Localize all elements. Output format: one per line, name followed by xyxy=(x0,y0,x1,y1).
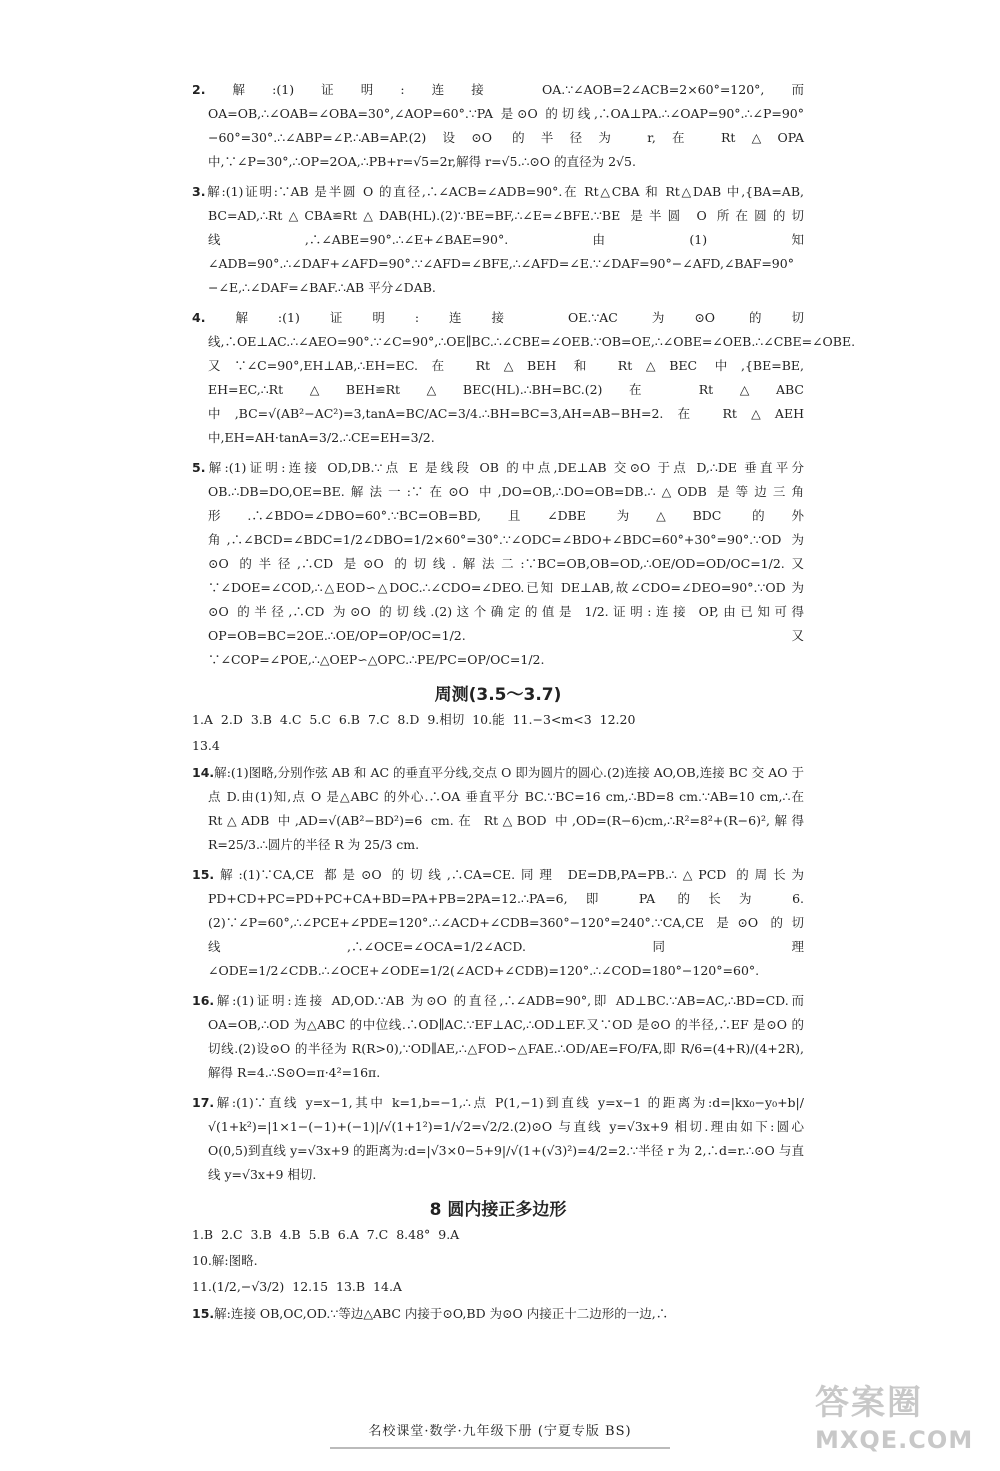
question-number: 5. xyxy=(192,460,206,475)
watermark xyxy=(815,1375,985,1465)
answer-text: 解:(1)∵CA,CE 都是⊙O 的切线,∴CA=CE.同理 DE=DB,PA=PB.∴△PCD 的周长为 PD+CD+PC=PD+PC+CA+BD=PA+PB=2PA=12.∴PA=6,即 PA 的长为 6.(2)∵∠P=60°,∴∠PCE+∠PDE=120°.∴∠ACD+∠CDB=360°−120°=240°.∵CA,CE 是⊙O 的切线,∴∠OCE=∠OCA=1/2∠ACD.同理∠ODE=1/2∠CDB.∴∠OCE+∠ODE=1/2(∠ACD+∠CDB)=120°.∴∠COD=180°−120°=60°. xyxy=(208,867,804,978)
fill-answer: 13.4 xyxy=(192,738,220,753)
answer-2 xyxy=(192,78,804,174)
question-number: 2. xyxy=(192,82,206,97)
question-number: 16. xyxy=(192,993,215,1008)
question-number: 15. xyxy=(192,867,215,882)
answer-4 xyxy=(192,306,856,450)
answer-text: 解:(1)证明:∵AB 是半圆 O 的直径,∴∠ACB=∠ADB=90°.在 Rt△CBA 和 Rt△DAB 中,{BA=AB, BC=AD,∴Rt△CBA≌Rt△DAB(HL).(2)∵BE=BF,∴∠E=∠BFE.∵BE 是半圆 O 所在圆的切线,∴∠ABE=90°.∴∠E+∠BAE=90°.由(1)知∠ADB=90°.∴∠DAF+∠AFD=90°.∵∠AFD=∠BFE,∴∠AFD=∠E.∵∠DAF=90°−∠AFD,∠BAF=90°−∠E,∴∠DAF=∠BAF.∴AB 平分∠DAB. xyxy=(205,184,804,295)
answer-text: 解:(1)证明:连接 AD,OD.∵AB 为⊙O 的直径,∴∠ADB=90°,即 AD⊥BC.∵AB=AC,∴BD=CD.而 OA=OB,∴OD 为△ABC 的中位线.∴OD∥AC.∵EF⊥AC,∴OD⊥EF.又∵OD 是⊙O 的半径,∴EF 是⊙O 的切线.(2)设⊙O 的半径为 R(R>0),∵OD∥AE,∴△FOD∽△FAE.∴OD/AE=FO/FA,即 R/6=(4+R)/(4+2R),解得 R=4.∴S⊙O=π·4²=16π. xyxy=(208,993,804,1080)
answer-text: 解:(1)证明:连接 OE.∵AC 为⊙O 的切线,∴OE⊥AC.∴∠AEO=90°.∵∠C=90°,∴OE∥BC.∴∠CBE=∠OEB.∵OB=OE,∴∠OBE=∠OEB.∴∠CBE=∠OBE.又∵∠C=90°,EH⊥AB,∴EH=EC.在 Rt△BEH 和 Rt△BEC 中,{BE=BE, EH=EC,∴Rt△BEH≌Rt△BEC(HL).∴BH=BC.(2)在 Rt△ABC 中,BC=√(AB²−AC²)=3,tanA=BC/AC=3/4.∴BH=BC=3,AH=AB−BH=2.在 Rt△AEH 中,EH=AH·tanA=3/2.∴CE=EH=3/2. xyxy=(205,310,856,445)
answer-text: 解:(1)∵直线 y=x−1,其中 k=1,b=−1,∴点 P(1,−1)到直线 y=x−1 的距离为:d=|kx₀−y₀+b|/√(1+k²)=|1×1−(−1)+(−1)|/√(1+1²)=1/√2=√2/2.(2)⊙O 与直线 y=√3x+9 相切.理由如下:圆心 O(0,5)到直线 y=√3x+9 的距离为:d=|√3×0−5+9|/√(1+(√3)²)=4/2=2.∵半径 r 为 2,∴d=r.∴⊙O 与直线 y=√3x+9 相切. xyxy=(208,1095,804,1182)
question-number: 4. xyxy=(192,310,206,325)
watermark-logo: 答案圈 xyxy=(815,1383,923,1423)
answer-16 xyxy=(192,989,804,1085)
answer-text: 解:(1)图略,分别作弦 AB 和 AC 的垂直平分线,交点 O 即为圆片的圆心.(2)连接 AO,OB,连接 BC 交 AO 于点 D.由(1)知,点 O 是△ABC 的外心.∴OA 垂直平分 BC.∵BC=16 cm,∴BD=8 cm.∵AB=10 cm,∴在 Rt△ADB 中,AD=√(AB²−BD²)=6 cm.在 Rt△BOD 中,OD=(R−6)cm,∴R²=8²+(R−6)²,解得 R=25/3.∴圆片的半径 R 为 25/3 cm. xyxy=(208,765,804,852)
page-footer: 名校课堂·数学·九年级下册 (宁夏专版 BS) xyxy=(368,1424,632,1439)
answer-text: 解:(1)证明:连接 OD,DB.∵点 E 是线段 OB 的中点,DE⊥AB 交⊙O 于点 D,∴DE 垂直平分 OB.∴DB=DO,OE=BE.解法一:∵在⊙O 中,DO=OB,∴DO=OB=DB.∴△ODB 是等边三角形.∴∠BDO=∠DBO=60°.∵BC=OB=BD,且∠DBE 为△BDC 的外角,∴∠BCD=∠BDC=1/2∠DBO=1/2×60°=30°.∵∠ODC=∠BDO+∠BDC=60°+30°=90°.∵OD 为⊙O 的半径,∴CD 是⊙O 的切线.解法二:∵BC=OB,OB=OD,∴OE/OD=OD/OC=1/2.又∵∠DOE=∠COD,∴△EOD∽△DOC.∴∠CDO=∠DEO.已知 DE⊥AB,故∠CDO=∠DEO=90°.∵OD 为⊙O 的半径,∴CD 为⊙O 的切线.(2)这个确定的值是 1/2.证明:连接 OP,由已知可得 OP=OB=BC=2OE.∴OE/OP=OP/OC=1/2.又∵∠COP=∠POE,∴△OEP∽△OPC.∴PE/PC=OP/OC=1/2. xyxy=(205,460,804,667)
answer-17 xyxy=(192,1091,804,1187)
question-number: 17. xyxy=(192,1095,215,1110)
section-heading-polygons: 8 圆内接正多边形 xyxy=(429,1200,567,1220)
answer-5 xyxy=(192,456,804,672)
choice-answers: 1.A 2.D 3.B 4.C 5.C 6.B 7.C 8.D 9.相切 10.能 11.−3<m<3 12.20 xyxy=(192,712,636,727)
answers-11-14: 11.(1/2,−√3/2) 12.15 13.B 14.A xyxy=(192,1279,402,1294)
footer-rule xyxy=(330,1447,670,1449)
watermark-url: MXQE.COM xyxy=(815,1426,974,1454)
answer-15-last xyxy=(192,1302,804,1326)
answer-3 xyxy=(192,180,804,300)
question-number: 15. xyxy=(192,1306,215,1321)
answer-content xyxy=(192,78,856,1332)
answer-14 xyxy=(192,761,804,857)
section-heading-weekly-test: 周测(3.5～3.7) xyxy=(434,685,562,705)
answer-text: 解:连接 OB,OC,OD.∵等边△ABC 内接于⊙O,BD 为⊙O 内接正十二边形的一边,∴ xyxy=(214,1306,669,1321)
question-number: 14. xyxy=(192,765,215,780)
answer-text: 解:(1)证明:连接 OA.∵∠AOB=2∠ACB=2×60°=120°,而 OA=OB,∴∠OAB=∠OBA=30°,∠AOP=60°.∵PA 是⊙O 的切线,∴OA⊥PA.∴∠OAP=90°.∴∠P=90°−60°=30°.∴∠ABP=∠P.∴AB=AP.(2)设⊙O 的半径为 r,在 Rt△OPA 中,∵∠P=30°,∴OP=2OA,∴PB+r=√5=2r,解得 r=√5.∴⊙O 的直径为 2√5. xyxy=(205,82,804,169)
answer-10: 10.解:图略. xyxy=(192,1253,258,1268)
answer-15 xyxy=(192,863,804,983)
choice-answers-2: 1.B 2.C 3.B 4.B 5.B 6.A 7.C 8.48° 9.A xyxy=(192,1227,460,1242)
question-number: 3. xyxy=(192,184,206,199)
